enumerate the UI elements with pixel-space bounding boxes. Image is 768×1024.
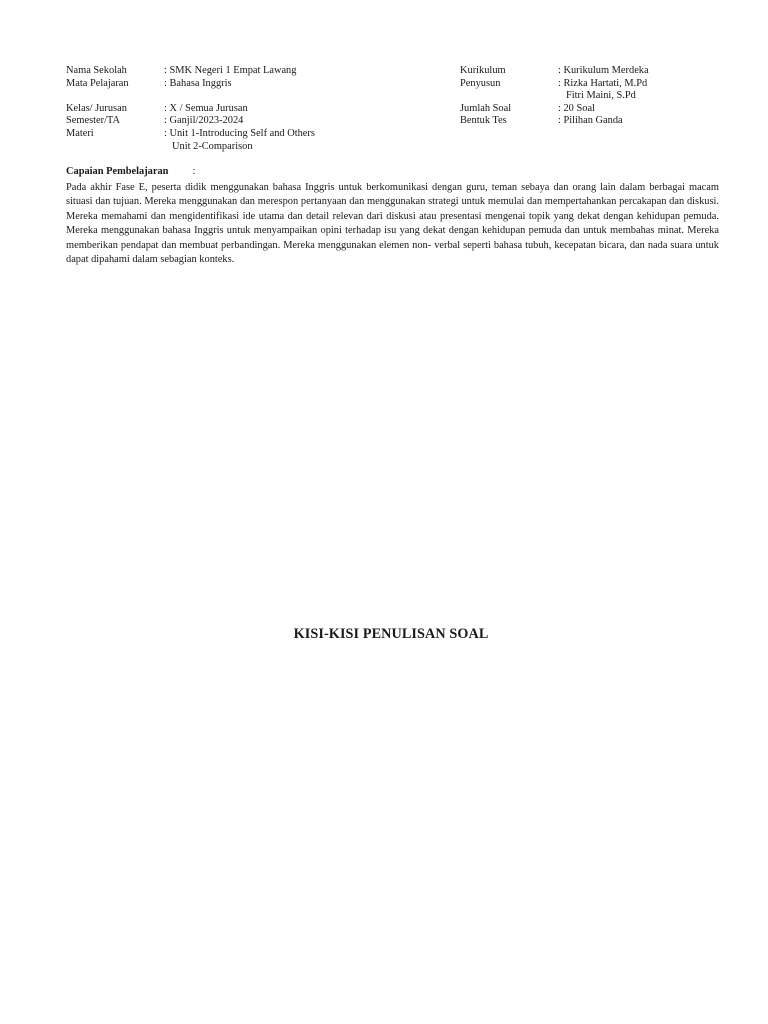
meta-label: Materi bbox=[66, 127, 94, 139]
header-left-block bbox=[66, 65, 446, 153]
meta-label: Kurikulum bbox=[460, 65, 506, 76]
meta-label: Semester/TA bbox=[66, 115, 120, 127]
meta-row-penyusun bbox=[460, 78, 720, 91]
penyusun-continuation: Fitri Maini, S.Pd bbox=[566, 90, 636, 102]
meta-row-mata-pelajaran bbox=[66, 78, 446, 91]
meta-value: : Ganjil/2023-2024 bbox=[164, 115, 244, 127]
meta-row-kelas-jurusan bbox=[66, 103, 446, 116]
meta-label: Penyusun bbox=[460, 77, 501, 89]
capaian-heading-line bbox=[66, 166, 195, 179]
meta-value: : Bahasa Inggris bbox=[164, 77, 232, 89]
meta-row-jumlah-soal bbox=[460, 103, 720, 116]
meta-spacer bbox=[66, 90, 446, 103]
meta-value: : 20 Soal bbox=[558, 102, 595, 114]
capaian-colon: : bbox=[192, 166, 196, 177]
meta-row-kurikulum bbox=[460, 65, 720, 78]
capaian-body: Pada akhir Fase E, peserta didik menggunakan bahasa Inggris untuk berkomunikasi dengan guru, teman sebaya dan orang lain dalam berbagai macam situasi dan tujuan. Mereka menggunakan dan merespon pertanyaan dan menggunakan strategi untuk memulai dan mempertahankan percakapan dan diskusi. Mereka memahami dan mengidentifikasi ide utama dan detail relevan dari diskusi atau presentasi mengenai topik yang dekat dengan kehidupan pemuda. Mereka menggunakan bahasa Inggris untuk menyampaikan opini terhadap isu yang dekat dengan kehidupan pemuda dan untuk membahas minat. Mereka memberikan pendapat dan membuat perbandingan. Mereka menggunakan elemen non- verbal seperti bahasa tubuh, kecepatan bicara, dan nada suara untuk dapat dipahami dalam sebagian konteks. bbox=[66, 182, 719, 266]
meta-row-bentuk-tes bbox=[460, 115, 720, 128]
materi-continuation: Unit 2-Comparison bbox=[172, 140, 253, 152]
meta-value: : Rizka Hartati, M.Pd bbox=[558, 77, 648, 89]
meta-value: : SMK Negeri 1 Empat Lawang bbox=[164, 65, 297, 76]
meta-label: Mata Pelajaran bbox=[66, 77, 129, 89]
meta-value: : Unit 1-Introducing Self and Others bbox=[164, 127, 315, 139]
meta-value: : Pilihan Ganda bbox=[558, 115, 623, 127]
header-right-block bbox=[460, 65, 720, 128]
meta-row-materi bbox=[66, 128, 446, 141]
meta-value: : Kurikulum Merdeka bbox=[558, 65, 649, 76]
meta-row-nama-sekolah bbox=[66, 65, 446, 78]
meta-value: : X / Semua Jurusan bbox=[164, 102, 248, 114]
meta-label: Nama Sekolah bbox=[66, 65, 127, 76]
capaian-heading: Capaian Pembelajaran bbox=[66, 166, 169, 177]
meta-label: Bentuk Tes bbox=[460, 115, 507, 127]
meta-label: Kelas/ Jurusan bbox=[66, 102, 127, 114]
meta-row-semester-ta bbox=[66, 115, 446, 128]
document-title: KISI-KISI PENULISAN SOAL bbox=[293, 626, 489, 642]
meta-label: Jumlah Soal bbox=[460, 102, 512, 114]
